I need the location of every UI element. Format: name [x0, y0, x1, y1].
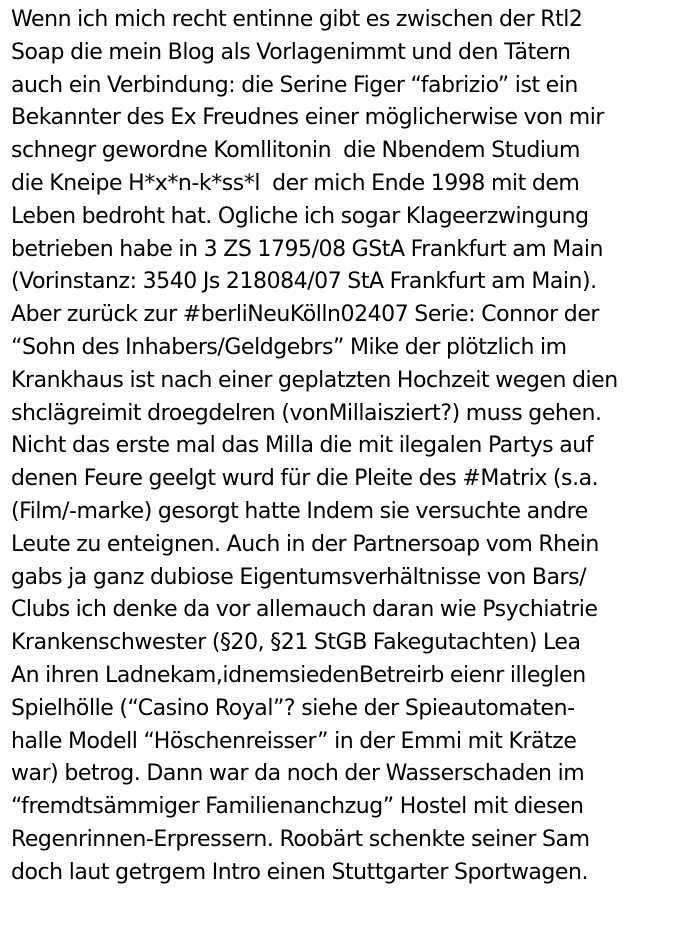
text-line: Krankhaus ist nach einer geplatzten Hochzeit wegen dien	[11, 367, 618, 393]
text-line: “Sohn des Inhabers/Geldgebrs” Mike der plötzlich im	[11, 334, 567, 360]
text-line: Bekannter des Ex Freudnes einer möglicherwise von mir	[11, 105, 605, 131]
text-line: schnegr gewordne Komllitonin die Nbendem Studium	[11, 138, 581, 164]
text-line: war) betrog. Dann war da noch der Wasserschaden im	[11, 761, 585, 787]
text-line: gabs ja ganz dubiose Eigentumsverhältnisse von Bars/	[11, 564, 587, 590]
text-line: (Vorinstanz: 3540 Js 218084/07 StA Frankfurt am Main).	[11, 269, 597, 295]
text-line: halle Modell “Höschenreisser” in der Emmi mit Krätze	[11, 728, 577, 754]
text-line: Clubs ich denke da vor allemauch daran wie Psychiatrie	[11, 597, 598, 623]
document-page	[11, 4, 681, 890]
text-line: betrieben habe in 3 ZS 1795/08 GStA Frankfurt am Main	[11, 236, 604, 262]
text-line: Spielhölle (“Casino Royal”? siehe der Spieautomaten-	[11, 695, 575, 721]
text-line: Krankenschwester (§20, §21 StGB Fakegutachten) Lea	[11, 630, 581, 656]
text-line: Leute zu enteignen. Auch in der Partnersoap vom Rhein	[11, 531, 599, 557]
text-line: auch ein Verbindung: die Serine Figer “fabrizio” ist ein	[11, 72, 578, 98]
text-line: die Kneipe H*x*n-k*ss*l der mich Ende 1998 mit dem	[11, 170, 580, 196]
text-line: denen Feure geelgt wurd für die Pleite des #Matrix (s.a.	[11, 466, 599, 492]
text-line: (Film/-marke) gesorgt hatte Indem sie versuchte andre	[11, 498, 588, 524]
text-line: “fremdtsämmiger Familienanchzug” Hostel mit diesen	[11, 794, 584, 820]
text-line: Aber zurück zur #berliNeuKölln02407 Serie: Connor der	[11, 302, 600, 328]
text-line: Nicht das erste mal das Milla die mit ilegalen Partys auf	[11, 433, 594, 459]
text-line: Soap die mein Blog als Vorlagenimmt und den Tätern	[11, 39, 571, 65]
text-line: shclägreimit droegdelren (vonMillaisziert?) muss gehen.	[11, 400, 602, 426]
text-line: An ihren Ladnekam,idnemsiedenBetreirb eienr illeglen	[11, 662, 586, 688]
text-line: Wenn ich mich recht entinne gibt es zwischen der Rtl2	[11, 7, 583, 32]
text-line: Regenrinnen-Erpressern. Roobärt schenkte seiner Sam	[11, 826, 590, 852]
text-line: doch laut getrgem Intro einen Stuttgarter Sportwagen.	[11, 859, 589, 885]
text-line: Leben bedroht hat. Ogliche ich sogar Klageerzwingung	[11, 203, 589, 229]
